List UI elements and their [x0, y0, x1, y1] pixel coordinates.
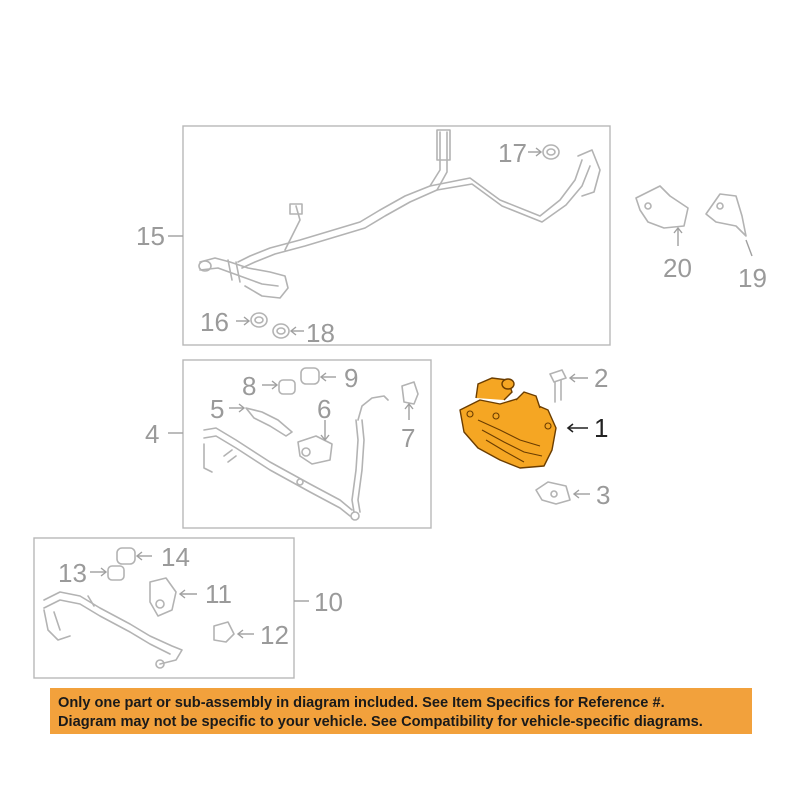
part-7-clamp [402, 382, 418, 404]
callout-12: 12 [260, 620, 289, 650]
callout-4: 4 [145, 419, 160, 449]
notice-line-1: Only one part or sub-assembly in diagram included. See Item Specifics for Reference #. [58, 695, 665, 711]
callout-13: 13 [58, 558, 87, 588]
notice-line-2: Diagram may not be specific to your vehicle. See Compatibility for vehicle-specific diagrams. [58, 714, 703, 730]
callout-11: 11 [205, 579, 232, 609]
callout-15: 15 [136, 221, 165, 251]
part-8-seal [279, 380, 295, 394]
callout-2: 2 [594, 363, 609, 393]
callout-8: 8 [242, 371, 257, 401]
callout-17: 17 [498, 138, 527, 168]
callout-10: 10 [314, 587, 343, 617]
part-20-bracket [636, 186, 688, 228]
part-1-oil-cooler [460, 378, 556, 468]
part-3-bracket [536, 482, 570, 504]
callout-5: 5 [210, 394, 225, 424]
callout-7: 7 [401, 423, 416, 453]
callout-14: 14 [161, 542, 190, 572]
part-14-seal [117, 548, 135, 564]
part-9-seal [301, 368, 319, 384]
part-13-seal [108, 566, 124, 580]
part-19-bracket [706, 194, 746, 236]
part-2-bolt [550, 370, 566, 402]
callout-18: 18 [306, 318, 335, 348]
callout-20: 20 [663, 253, 692, 283]
callout-16: 16 [200, 307, 229, 337]
callout-3: 3 [596, 480, 611, 510]
notice-banner [50, 688, 752, 734]
group-box-15 [183, 126, 610, 345]
callout-9: 9 [344, 363, 359, 393]
callout-19: 19 [738, 263, 767, 293]
callout-6: 6 [317, 394, 332, 424]
callout-1: 1 [594, 413, 609, 443]
